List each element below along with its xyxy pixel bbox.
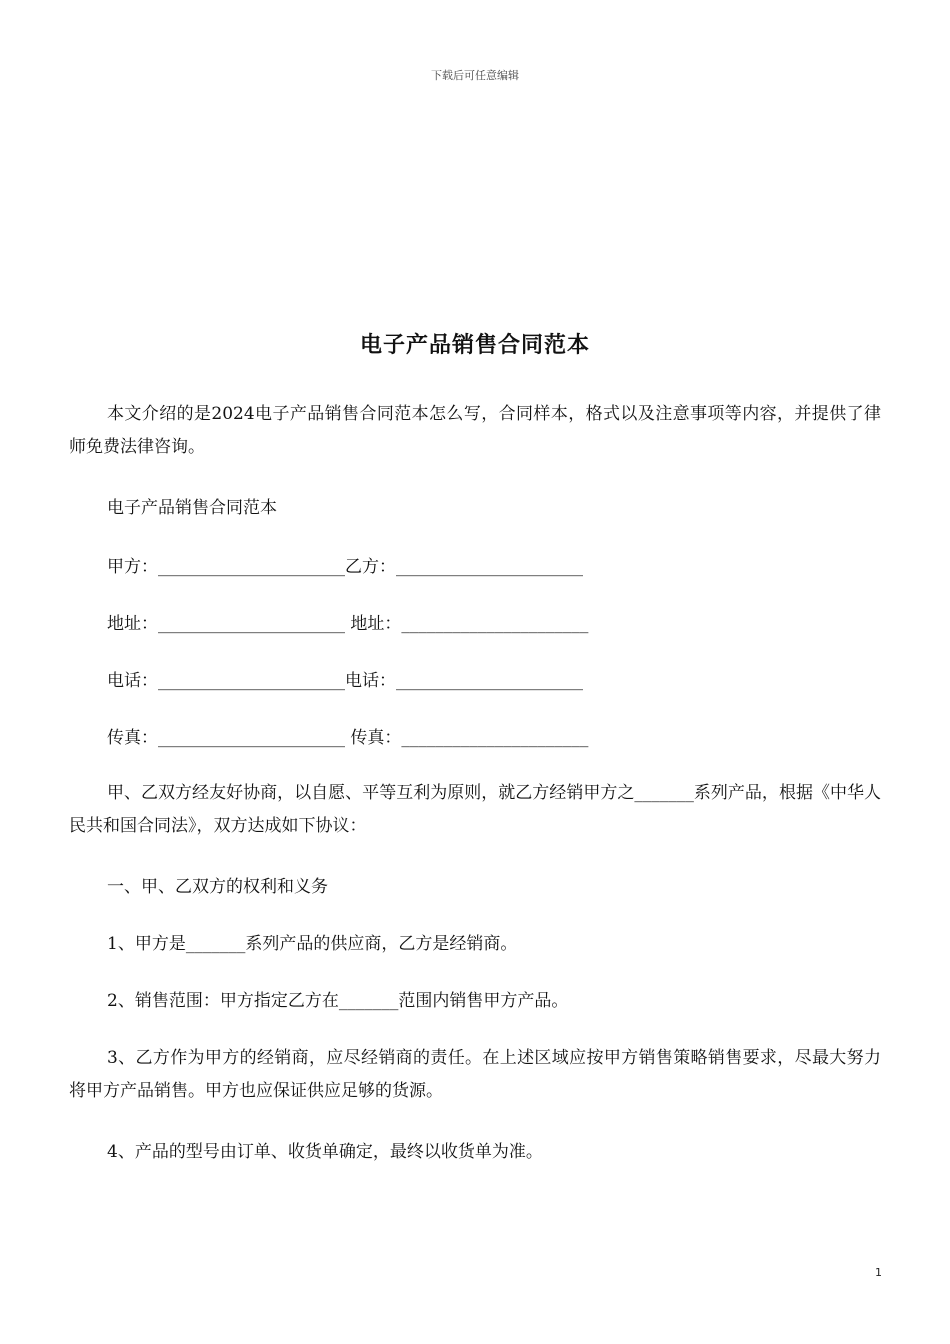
clause-4: 4、产品的型号由订单、收货单确定，最终以收货单为准。 bbox=[107, 1142, 543, 1162]
party-line-fax: 传真：______________________ 传真：______________________ bbox=[107, 728, 589, 748]
party-line-names: 甲方：______________________乙方：______________________ bbox=[107, 557, 583, 577]
document-title: 电子产品销售合同范本 bbox=[359, 332, 590, 358]
party-line-address: 地址：______________________ 地址：______________________ bbox=[107, 614, 589, 634]
preamble-paragraph: 甲、乙双方经友好协商，以自愿、平等互利为原则，就乙方经销甲方之_______系列产品，根据《中华人民共和国合同法》，双方达成如下协议： bbox=[69, 783, 881, 836]
page-number: 1 bbox=[875, 1266, 882, 1279]
clause-2: 2、销售范围：甲方指定乙方在_______范围内销售甲方产品。 bbox=[107, 991, 569, 1011]
clause-1: 1、甲方是_______系列产品的供应商，乙方是经销商。 bbox=[107, 934, 518, 954]
intro-paragraph: 本文介绍的是2024电子产品销售合同范本怎么写，合同样本，格式以及注意事项等内容，并提供了律师免费法律咨询。 bbox=[69, 404, 881, 457]
clause-3: 3、乙方作为甲方的经销商，应尽经销商的责任。在上述区域应按甲方销售策略销售要求，尽最大努力将甲方产品销售。甲方也应保证供应足够的货源。 bbox=[69, 1048, 881, 1101]
section-heading: 一、甲、乙双方的权利和义务 bbox=[107, 877, 328, 897]
subtitle-line: 电子产品销售合同范本 bbox=[107, 498, 277, 518]
header-note: 下载后可任意编辑 bbox=[431, 69, 519, 82]
party-line-phone: 电话：______________________电话：______________________ bbox=[107, 671, 583, 691]
